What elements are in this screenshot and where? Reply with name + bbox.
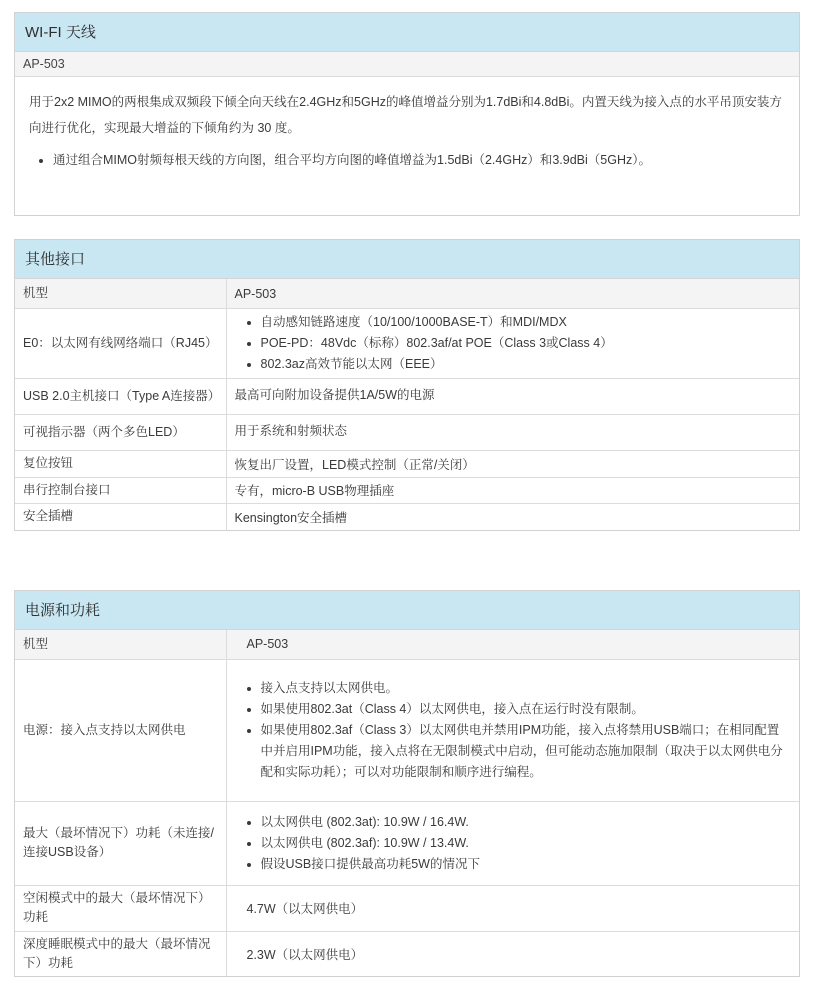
spec-value-cell: 4.7W（以太网供电） [226, 885, 799, 931]
table-row [15, 477, 799, 503]
spec-value-cell: 恢复出厂设置，LED模式控制（正常/关闭） [226, 451, 799, 477]
bullet-item: • 802.3az高效节能以太网（EEE） [261, 354, 792, 375]
bullet-list [247, 812, 792, 875]
spec-table [15, 630, 799, 977]
model-row [15, 52, 799, 77]
model-column-label: 机型 [15, 630, 226, 660]
bullet-list [247, 678, 792, 783]
table-row [15, 451, 799, 477]
spec-label-cell: 深度睡眠模式中的最大（最坏情况下）功耗 [15, 931, 226, 976]
spec-table [15, 279, 799, 530]
table-body [15, 659, 799, 976]
section-power-consumption [14, 590, 800, 978]
spec-value-cell [226, 801, 799, 885]
spec-value-cell [226, 309, 799, 379]
model-header-row [15, 630, 799, 660]
bullet-list [235, 312, 792, 375]
bullet-item: • 以太网供电 (802.3af): 10.9W / 13.4W. [261, 833, 792, 854]
table-row [15, 801, 799, 885]
table-row [15, 885, 799, 931]
spec-value-cell: 最高可向附加设备提供1A/5W的电源 [226, 379, 799, 415]
table-head [15, 279, 799, 309]
bullet-item: • 以太网供电 (802.3at): 10.9W / 16.4W. [261, 812, 792, 833]
section-title: 电源和功耗 [25, 601, 101, 619]
section-header [15, 591, 799, 630]
spec-label-cell: 安全插槽 [15, 504, 226, 530]
spec-value-cell [226, 659, 799, 801]
bullet-item: • 假设USB接口提供最高功耗5W的情况下 [261, 854, 792, 875]
spec-value-cell: 专有，micro-B USB物理插座 [226, 477, 799, 503]
table-row [15, 659, 799, 801]
section-body [15, 77, 799, 215]
spec-label-cell: 电源：接入点支持以太网供电 [15, 659, 226, 801]
spec-label-cell: USB 2.0主机接口（Type A连接器） [15, 379, 226, 415]
section-other-interfaces [14, 239, 800, 531]
bullet-item: • 自动感知链路速度（10/100/1000BASE-T）和MDI/MDX [261, 312, 792, 333]
bullet-item: • POE-PD：48Vdc（标称）802.3af/at POE（Class 3或Class 4） [261, 333, 792, 354]
bullet-item: • 通过组合MIMO射频每根天线的方向图，组合平均方向图的峰值增益为1.5dBi（2.4GHz）和3.9dBi（5GHz）。 [53, 150, 785, 171]
spec-label-cell: 串行控制台接口 [15, 477, 226, 503]
table-row [15, 504, 799, 530]
spec-value-cell: 用于系统和射频状态 [226, 415, 799, 451]
section-title: 其他接口 [25, 251, 86, 268]
spec-value-cell: 2.3W（以太网供电） [246, 948, 364, 962]
spec-label-cell: 复位按钮 [15, 451, 226, 477]
model-column-value: AP-503 [226, 279, 799, 309]
table-row [15, 379, 799, 415]
antenna-description: 用于2x2 MIMO的两根集成双频段下倾全向天线在2.4GHz和5GHz的峰值增益分别为1.7dBi和4.8dBi。内置天线为接入点的水平吊顶安装方向进行优化，实现最大增益的下倾角约为 30 度。 [29, 95, 782, 135]
table-row [15, 415, 799, 451]
bullet-item: • 如果使用802.3at（Class 4）以太网供电，接入点在运行时没有限制。 [261, 699, 792, 720]
model-label: AP-503 [23, 57, 65, 71]
spec-document [0, 12, 814, 987]
spec-value-cell: Kensington安全插槽 [234, 510, 348, 525]
spec-label-cell: 最大（最坏情况下）功耗（未连接/连接USB设备） [15, 801, 226, 885]
bullet-item: • 如果使用802.3af（Class 3）以太网供电并禁用IPM功能，接入点将禁用USB端口；在相同配置中并启用IPM功能，接入点将在无限制模式中启动，但可能动态施加限制（取决于以太网供电分配和实际功耗）；可以对功能限制和顺序进行编程。 [261, 720, 792, 783]
bullet-item: • 接入点支持以太网供电。 [261, 678, 792, 699]
section-header [15, 13, 799, 52]
table-body [15, 309, 799, 530]
section-wifi-antenna [14, 12, 800, 216]
bullet-list [29, 150, 785, 171]
spec-label-cell: 可视指示器（两个多色LED） [15, 415, 226, 451]
table-row [15, 931, 799, 976]
table-row [15, 309, 799, 379]
model-column-value: AP-503 [226, 630, 799, 660]
section-title: WI-FI 天线 [25, 24, 96, 41]
model-column-label: 机型 [15, 279, 226, 309]
section-header [15, 240, 799, 279]
spec-label-cell: 空闲模式中的最大（最坏情况下）功耗 [15, 885, 226, 931]
model-header-row [15, 279, 799, 309]
table-head [15, 630, 799, 660]
spec-label-cell: E0：以太网有线网络端口（RJ45） [15, 309, 226, 379]
